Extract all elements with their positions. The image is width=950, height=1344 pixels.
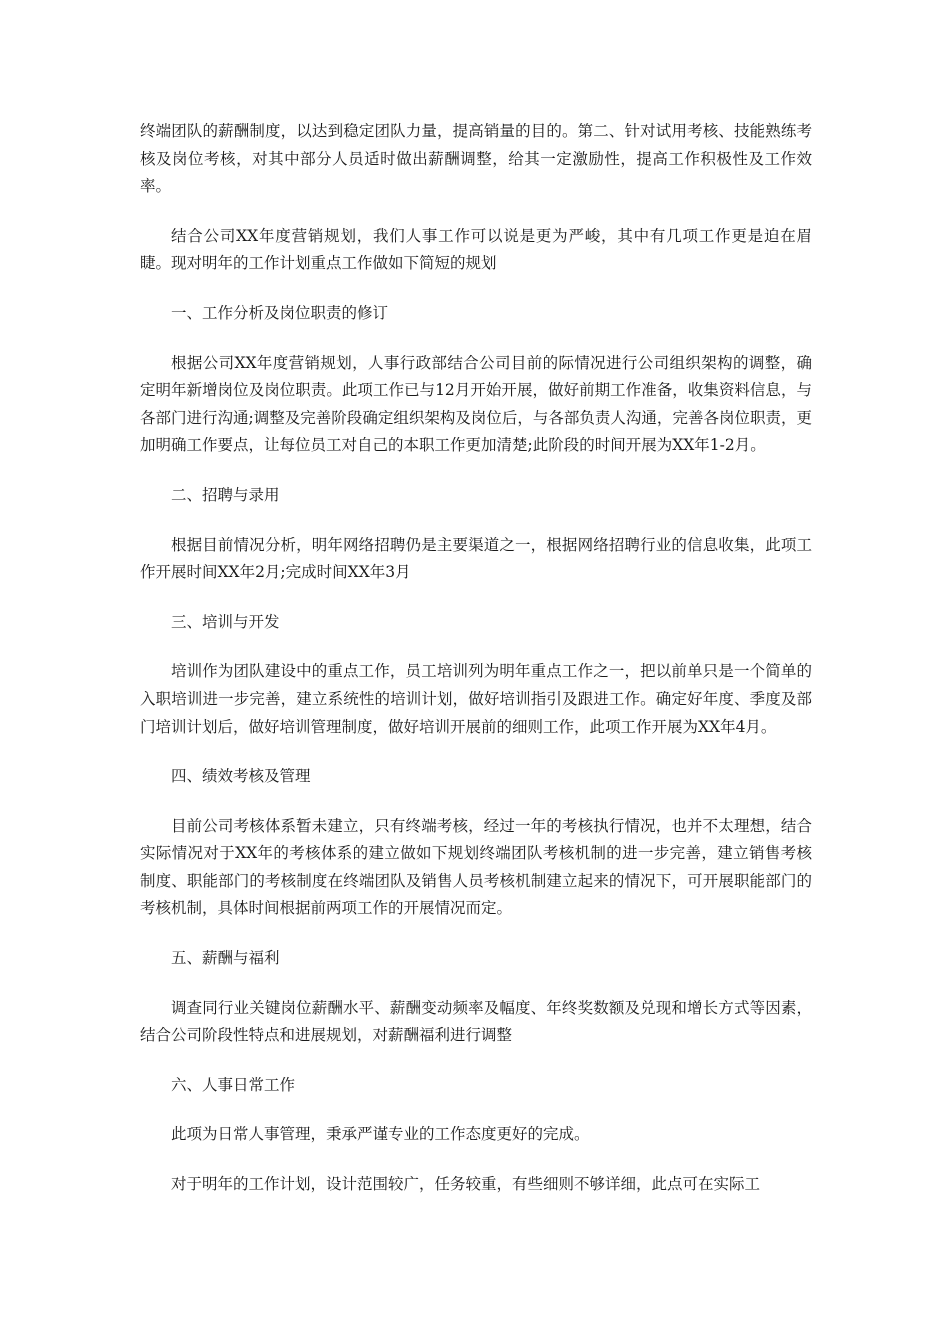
section-heading-recruitment: 二、招聘与录用 [171,485,280,504]
paragraph-compensation: 调查同行业关键岗位薪酬水平、薪酬变动频率及幅度、年终奖数额及兑现和增长方式等因素，结合公司阶段性特点和进展规划，对薪酬福利进行调整 [140,998,812,1045]
paragraph-job-analysis: 根据公司XX年度营销规划，人事行政部结合公司目前的际情况进行公司组织架构的调整，确定明年新增岗位及岗位职责。此项工作已与12月开始开展，做好前期工作准备，收集资料信息，与各部门进行沟通;调整及完善阶段确定组织架构及岗位后，与各部负责人沟通，完善各岗位职责，更加明确工作要点，让每位员工对自己的本职工作更加清楚;此阶段的时间开展为XX年1-2月。 [140,353,812,455]
paragraph-performance: 目前公司考核体系暂未建立，只有终端考核，经过一年的考核执行情况，也并不太理想，结合实际情况对于XX年的考核体系的建立做如下规划终端团队考核机制的进一步完善，建立销售考核制度、职能部门的考核制度在终端团队及销售人员考核机制建立起来的情况下，可开展职能部门的考核机制，具体时间根据前两项工作的开展情况而定。 [140,816,812,918]
section-heading-daily-hr: 六、人事日常工作 [171,1075,296,1094]
section-heading-training: 三、培训与开发 [171,612,280,631]
paragraph-daily-hr: 此项为日常人事管理，秉承严谨专业的工作态度更好的完成。 [171,1125,590,1144]
section-heading-performance: 四、绩效考核及管理 [171,767,311,786]
paragraph-intro-continuation: 终端团队的薪酬制度，以达到稳定团队力量，提高销量的目的。第二、针对试用考核、技能熟练考核及岗位考核，对其中部分人员适时做出薪酬调整，给其一定激励性，提高工作积极性及工作效率。 [140,122,812,196]
section-heading-compensation: 五、薪酬与福利 [171,949,280,968]
document-page [140,118,812,1221]
paragraph-closing: 对于明年的工作计划，设计范围较广，任务较重，有些细则不够详细，此点可在实际工 [171,1175,761,1194]
paragraph-recruitment: 根据目前情况分析，明年网络招聘仍是主要渠道之一，根据网络招聘行业的信息收集，此项工作开展时间XX年2月;完成时间XX年3月 [140,535,812,582]
section-heading-job-analysis: 一、工作分析及岗位职责的修订 [171,303,389,322]
paragraph-marketing-plan: 结合公司XX年度营销规划，我们人事工作可以说是更为严峻，其中有几项工作更是迫在眉睫。现对明年的工作计划重点工作做如下简短的规划 [140,226,812,273]
paragraph-training: 培训作为团队建设中的重点工作，员工培训列为明年重点工作之一，把以前单只是一个简单的入职培训进一步完善，建立系统性的培训计划，做好培训指引及跟进工作。确定好年度、季度及部门培训计划后，做好培训管理制度，做好培训开展前的细则工作，此项工作开展为XX年4月。 [140,662,812,736]
